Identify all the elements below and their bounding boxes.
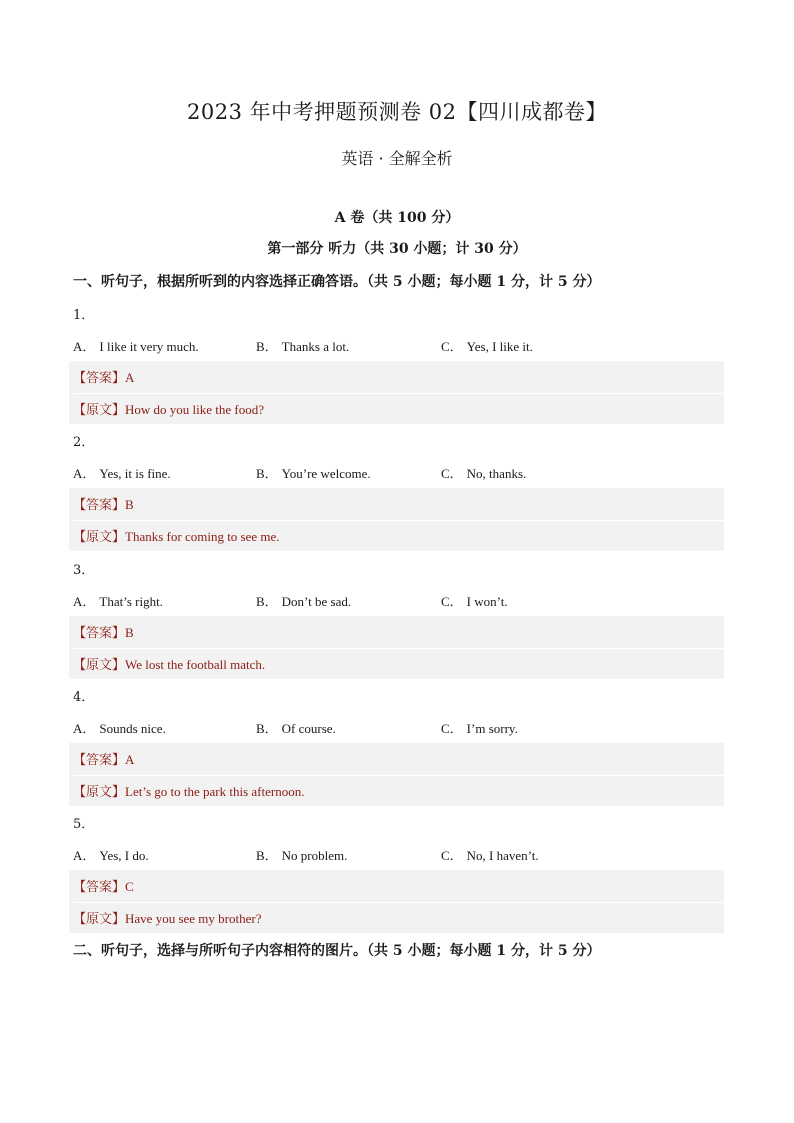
option-a [73, 718, 166, 737]
option-letter: B． [256, 466, 278, 481]
transcript-text: We lost the football match. [125, 657, 266, 672]
option-text: No, I haven’t. [466, 848, 539, 863]
option-b [256, 463, 371, 482]
option-letter: A． [73, 721, 96, 736]
option-b [256, 718, 336, 737]
option-c [441, 845, 539, 864]
answer-tag: 【答案】 [73, 626, 126, 641]
transcript-line [73, 776, 304, 807]
option-letter: C． [441, 339, 463, 354]
option-c [441, 336, 533, 355]
option-text: Yes, it is fine. [99, 466, 171, 481]
option-letter: B． [256, 339, 278, 354]
option-c [441, 718, 518, 737]
option-letter: B． [256, 721, 278, 736]
transcript-tag: 【原文】 [73, 785, 126, 800]
option-text: Don’t be sad. [281, 594, 352, 609]
paper-section-title: A 卷（共 100 分） [334, 210, 460, 226]
answer-line [73, 744, 724, 776]
answer-box [69, 870, 724, 933]
option-a [73, 845, 149, 864]
answer-box [69, 743, 724, 806]
option-text: I won’t. [466, 594, 508, 609]
answer-box [69, 616, 724, 679]
page-subtitle: 英语 · 全解全析 [341, 149, 453, 168]
answer-value: B [125, 497, 134, 512]
option-letter: C． [441, 466, 463, 481]
option-letter: C． [441, 594, 463, 609]
answer-line [73, 489, 724, 521]
answer-line [73, 617, 724, 649]
transcript-line [73, 521, 280, 552]
section-1-heading: 一、听句子，根据所听到的内容选择正确答语。（共 5 小题；每小题 1 分，计 5 分） [73, 274, 601, 290]
transcript-text: Let’s go to the park this afternoon. [125, 784, 305, 799]
transcript-text: Have you see my brother? [125, 911, 262, 926]
option-letter: B． [256, 848, 278, 863]
answer-line [73, 362, 724, 394]
section-2-heading: 二、听句子，选择与所听句子内容相符的图片。（共 5 小题；每小题 1 分，计 5 分） [73, 943, 601, 959]
option-text: That’s right. [99, 594, 163, 609]
transcript-line [73, 903, 261, 934]
transcript-line [73, 394, 264, 425]
option-text: I’m sorry. [466, 721, 518, 736]
question-number: 2． [73, 435, 95, 450]
answer-tag: 【答案】 [73, 498, 126, 513]
option-text: I like it very much. [99, 339, 199, 354]
option-a [73, 591, 163, 610]
option-a [73, 336, 199, 355]
answer-value: C [125, 879, 134, 894]
option-letter: C． [441, 721, 463, 736]
answer-value: B [125, 625, 134, 640]
option-text: No problem. [281, 848, 348, 863]
part-title: 第一部分 听力（共 30 小题；计 30 分） [267, 241, 527, 257]
transcript-text: How do you like the food? [125, 402, 265, 417]
transcript-tag: 【原文】 [73, 912, 126, 927]
question-number: 3． [73, 563, 95, 578]
option-letter: B． [256, 594, 278, 609]
question-number: 1． [73, 308, 95, 323]
option-b [256, 845, 347, 864]
transcript-tag: 【原文】 [73, 530, 126, 545]
answer-box [69, 488, 724, 551]
answer-value: A [125, 370, 135, 385]
answer-tag: 【答案】 [73, 371, 126, 386]
option-text: You’re welcome. [281, 466, 371, 481]
option-text: Of course. [281, 721, 336, 736]
option-b [256, 591, 351, 610]
option-a [73, 463, 171, 482]
option-letter: A． [73, 466, 96, 481]
option-text: No, thanks. [466, 466, 527, 481]
option-b [256, 336, 349, 355]
answer-tag: 【答案】 [73, 753, 126, 768]
option-letter: A． [73, 594, 96, 609]
answer-line [73, 871, 724, 903]
transcript-tag: 【原文】 [73, 403, 126, 418]
transcript-tag: 【原文】 [73, 658, 126, 673]
transcript-line [73, 649, 265, 680]
question-number: 5． [73, 817, 95, 832]
option-text: Yes, I do. [99, 848, 149, 863]
option-letter: C． [441, 848, 463, 863]
option-c [441, 591, 508, 610]
answer-tag: 【答案】 [73, 880, 126, 895]
option-letter: A． [73, 339, 96, 354]
transcript-text: Thanks for coming to see me. [125, 529, 280, 544]
option-letter: A． [73, 848, 96, 863]
option-c [441, 463, 526, 482]
option-text: Sounds nice. [99, 721, 166, 736]
option-text: Thanks a lot. [281, 339, 350, 354]
option-text: Yes, I like it. [466, 339, 533, 354]
page-title: 2023 年中考押题预测卷 02【四川成都卷】 [186, 100, 607, 124]
answer-value: A [125, 752, 135, 767]
question-number: 4． [73, 690, 95, 705]
answer-box [69, 361, 724, 424]
